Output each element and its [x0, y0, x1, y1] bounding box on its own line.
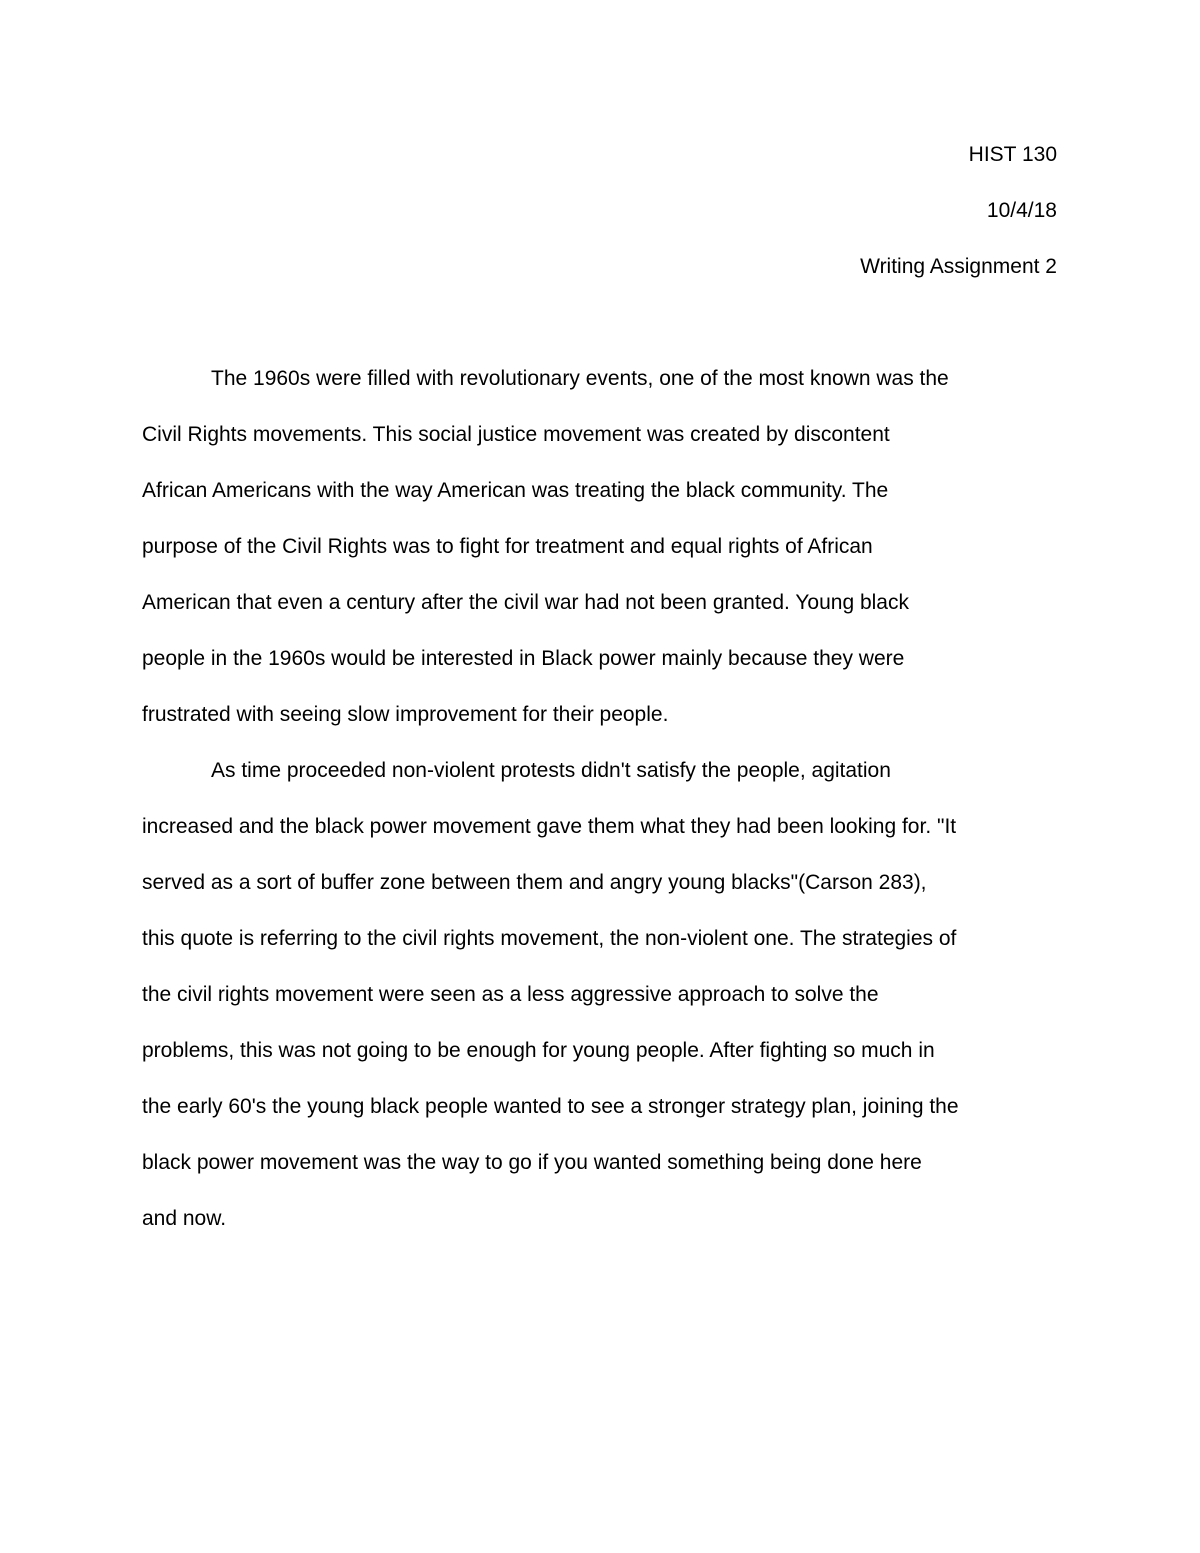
- paragraph-line: Civil Rights movements. This social justice movement was created by discontent: [142, 423, 890, 446]
- paragraph-line: and now.: [142, 1207, 227, 1230]
- paragraph-line: increased and the black power movement gave them what they had been looking for. "It: [142, 815, 957, 838]
- paragraph-line: American that even a century after the civil war had not been granted. Young black: [142, 591, 909, 614]
- paragraph-line: the early 60's the young black people wanted to see a stronger strategy plan, joining the: [142, 1095, 959, 1118]
- assignment-title: Writing Assignment 2: [860, 255, 1057, 278]
- paragraph-line: this quote is referring to the civil rights movement, the non-violent one. The strategies of: [142, 927, 957, 950]
- course-code: HIST 130: [968, 143, 1057, 166]
- paragraph-line: problems, this was not going to be enough for young people. After fighting so much in: [142, 1039, 935, 1062]
- paragraph-line: served as a sort of buffer zone between them and angry young blacks"(Carson 283),: [142, 871, 927, 894]
- paragraph-line: frustrated with seeing slow improvement for their people.: [142, 703, 669, 726]
- assignment-date: 10/4/18: [986, 199, 1057, 222]
- paragraph-line: African Americans with the way American was treating the black community. The: [142, 479, 889, 502]
- paragraph-line: As time proceeded non-violent protests didn't satisfy the people, agitation: [211, 759, 891, 782]
- paragraph-line: people in the 1960s would be interested in Black power mainly because they were: [142, 647, 905, 670]
- paragraph-line: purpose of the Civil Rights was to fight for treatment and equal rights of African: [142, 535, 873, 558]
- paragraph-line: black power movement was the way to go if you wanted something being done here: [142, 1151, 922, 1174]
- paragraph-line: the civil rights movement were seen as a less aggressive approach to solve the: [142, 983, 879, 1006]
- paragraph-line: The 1960s were filled with revolutionary events, one of the most known was the: [211, 367, 949, 390]
